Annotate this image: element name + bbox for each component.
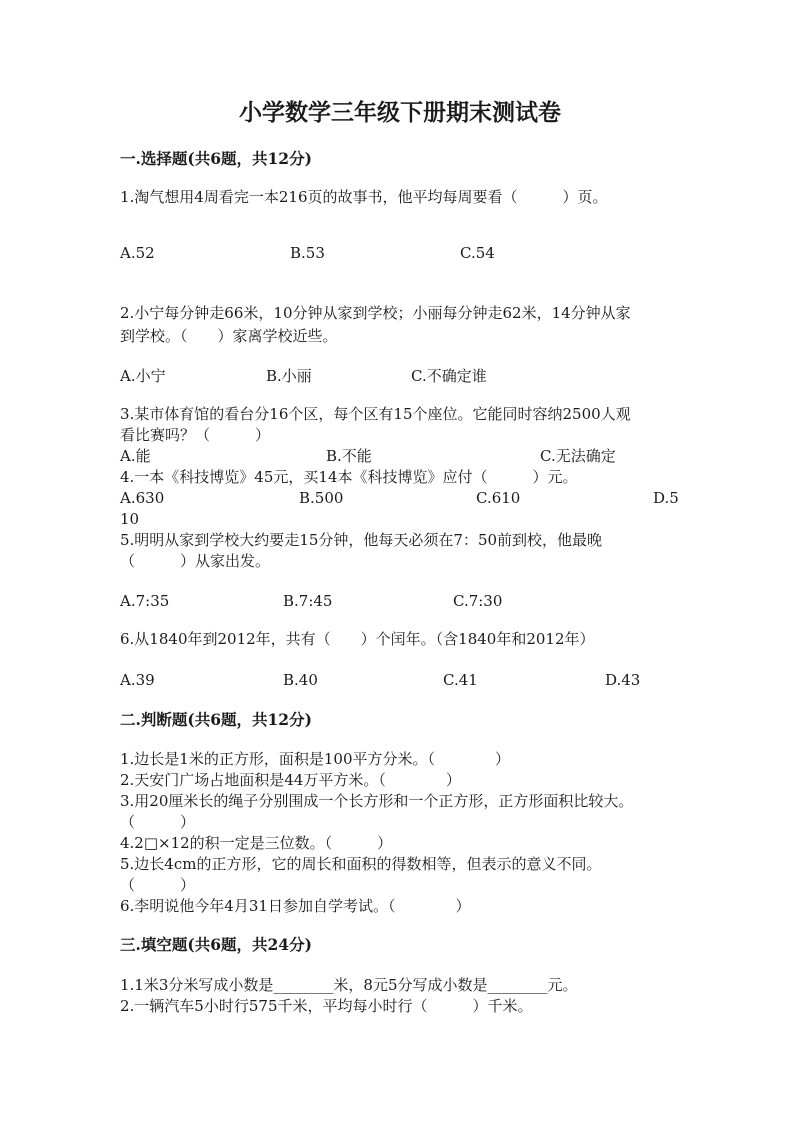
option-a: A.630 xyxy=(120,489,165,507)
option-c: C.不确定谁 xyxy=(411,367,487,385)
judge-item-cont: （ ） xyxy=(120,813,196,831)
option-d-wrap: 10 xyxy=(120,510,140,528)
question-text: 4.一本《科技博览》45元，买14本《科技博览》应付（ ）元。 xyxy=(120,468,578,486)
judge-item: 2.天安门广场占地面积是44万平方米。（ ） xyxy=(120,771,461,789)
page-title: 小学数学三年级下册期末测试卷 xyxy=(239,99,561,126)
judge-item-cont: （ ） xyxy=(120,876,196,894)
option-d: D.43 xyxy=(605,671,641,689)
question-text: 3.某市体育馆的看台分16个区，每个区有15个座位。它能同时容纳2500人观 xyxy=(120,405,631,423)
question-text-cont: 到学校。（ ）家离学校近些。 xyxy=(120,327,338,345)
question-text: 6.从1840年到2012年，共有（ ）个闰年。（含1840年和2012年） xyxy=(120,630,595,648)
option-a: A.7:35 xyxy=(120,592,170,610)
fill-item: 2.一辆汽车5小时行575千米，平均每小时行（ ）千米。 xyxy=(120,997,533,1015)
option-a: A.小宁 xyxy=(120,367,166,385)
option-b: B.40 xyxy=(283,671,318,689)
section-heading-judge: 二.判断题(共6题，共12分) xyxy=(120,710,312,729)
option-c: C.54 xyxy=(460,244,495,262)
question-text-cont: 看比赛吗？（ ） xyxy=(120,426,271,444)
option-b: B.500 xyxy=(299,489,344,507)
option-c: C.41 xyxy=(443,671,478,689)
option-b: B.53 xyxy=(290,244,325,262)
section-heading-choice: 一.选择题(共6题，共12分) xyxy=(120,149,312,168)
option-a: A.39 xyxy=(120,671,155,689)
option-d: D.5 xyxy=(653,489,679,507)
judge-item: 5.边长4cm的正方形，它的周长和面积的得数相等，但表示的意义不同。 xyxy=(120,855,602,873)
judge-item: 3.用20厘米长的绳子分别围成一个长方形和一个正方形，正方形面积比较大。 xyxy=(120,792,634,810)
judge-item: 6.李明说他今年4月31日参加自学考试。（ ） xyxy=(120,897,471,915)
fill-item: 1.1米3分米写成小数是________米，8元5分写成小数是________元。 xyxy=(120,976,578,994)
option-c: C.610 xyxy=(476,489,521,507)
option-a: A.能 xyxy=(120,447,151,465)
judge-item: 4.2□×12的积一定是三位数。（ ） xyxy=(120,834,393,852)
option-c: C.无法确定 xyxy=(540,447,616,465)
judge-item: 1.边长是1米的正方形，面积是100平方分米。（ ） xyxy=(120,750,510,768)
option-c: C.7:30 xyxy=(453,592,503,610)
question-text: 5.明明从家到学校大约要走15分钟，他每天必须在7：50前到校，他最晚 xyxy=(120,531,603,549)
question-text-cont: （ ）从家出发。 xyxy=(120,552,271,570)
option-b: B.小丽 xyxy=(266,367,312,385)
option-b: B.不能 xyxy=(326,447,372,465)
question-text: 1.淘气想用4周看完一本216页的故事书，他平均每周要看（ ）页。 xyxy=(120,188,608,206)
question-text: 2.小宁每分钟走66米，10分钟从家到学校；小丽每分钟走62米，14分钟从家 xyxy=(120,304,631,322)
option-b: B.7:45 xyxy=(283,592,333,610)
option-a: A.52 xyxy=(120,244,155,262)
section-heading-fill: 三.填空题(共6题，共24分) xyxy=(120,935,312,954)
